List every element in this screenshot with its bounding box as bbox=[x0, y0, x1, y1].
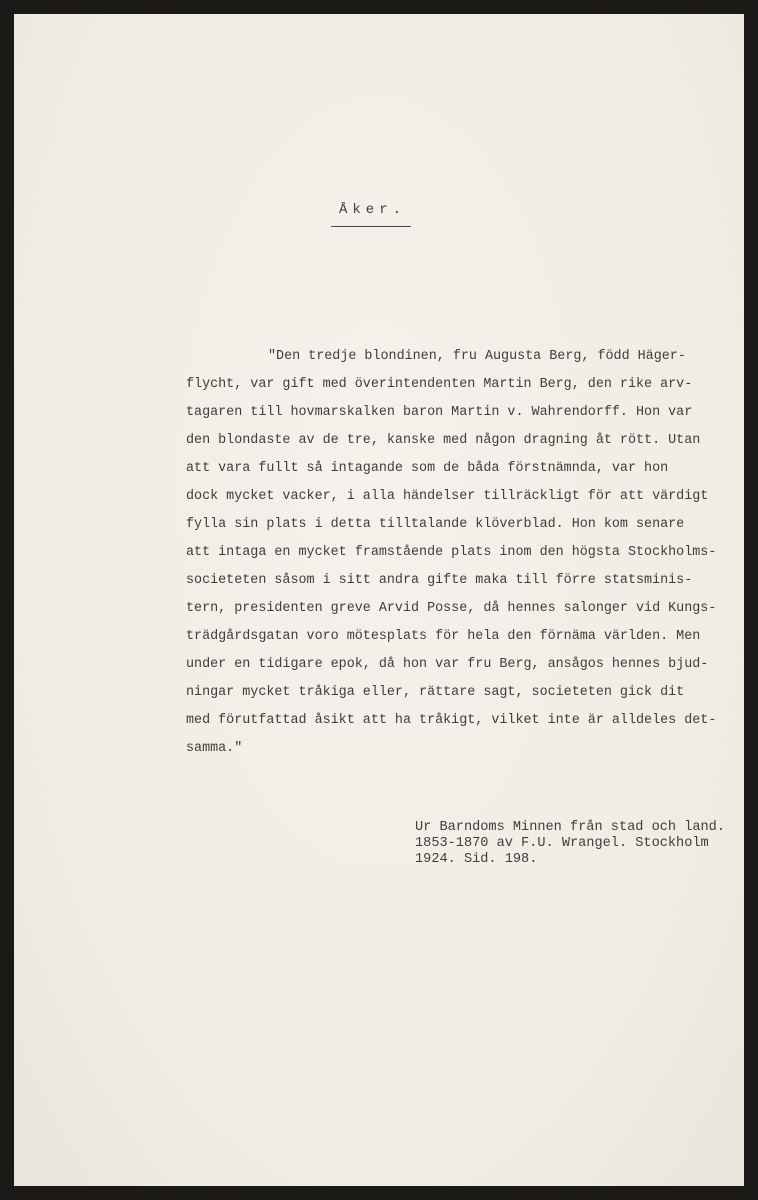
text-line: "Den tredje blondinen, fru Augusta Berg, född Häger- bbox=[268, 349, 686, 364]
text-line: dock mycket vacker, i alla händelser tillräckligt för att värdigt bbox=[186, 489, 709, 504]
title-underline bbox=[331, 226, 411, 227]
text-line: med förutfattad åsikt att ha tråkigt, vilket inte är alldeles det- bbox=[186, 713, 717, 728]
text-line: tagaren till hovmarskalken baron Martin v. Wahrendorff. Hon var bbox=[186, 405, 693, 420]
typewritten-page bbox=[14, 14, 744, 1186]
text-line: fylla sin plats i detta tilltalande klöverblad. Hon kom senare bbox=[186, 517, 685, 532]
text-line: societeten såsom i sitt andra gifte maka till förre statsminis- bbox=[186, 573, 693, 588]
text-line: under en tidigare epok, då hon var fru Berg, ansågos hennes bjud- bbox=[186, 657, 709, 672]
citation-line: Ur Barndoms Minnen från stad och land. bbox=[415, 820, 725, 835]
text-line: trädgårdsgatan voro mötesplats för hela den förnäma världen. Men bbox=[186, 629, 701, 644]
citation-line: 1853-1870 av F.U. Wrangel. Stockholm bbox=[415, 836, 709, 851]
text-line: den blondaste av de tre, kanske med någon dragning åt rött. Utan bbox=[186, 433, 701, 448]
text-line: samma." bbox=[186, 741, 243, 756]
page-title: Åker. bbox=[339, 202, 407, 218]
text-line: att vara fullt så intagande som de båda förstnämnda, var hon bbox=[186, 461, 669, 476]
text-line: tern, presidenten greve Arvid Posse, då hennes salonger vid Kungs- bbox=[186, 601, 717, 616]
text-line: flycht, var gift med överintendenten Martin Berg, den rike arv- bbox=[186, 377, 693, 392]
citation-line: 1924. Sid. 198. bbox=[415, 852, 538, 867]
text-line: att intaga en mycket framstående plats inom den högsta Stockholms- bbox=[186, 545, 717, 560]
text-line: ningar mycket tråkiga eller, rättare sagt, societeten gick dit bbox=[186, 685, 685, 700]
